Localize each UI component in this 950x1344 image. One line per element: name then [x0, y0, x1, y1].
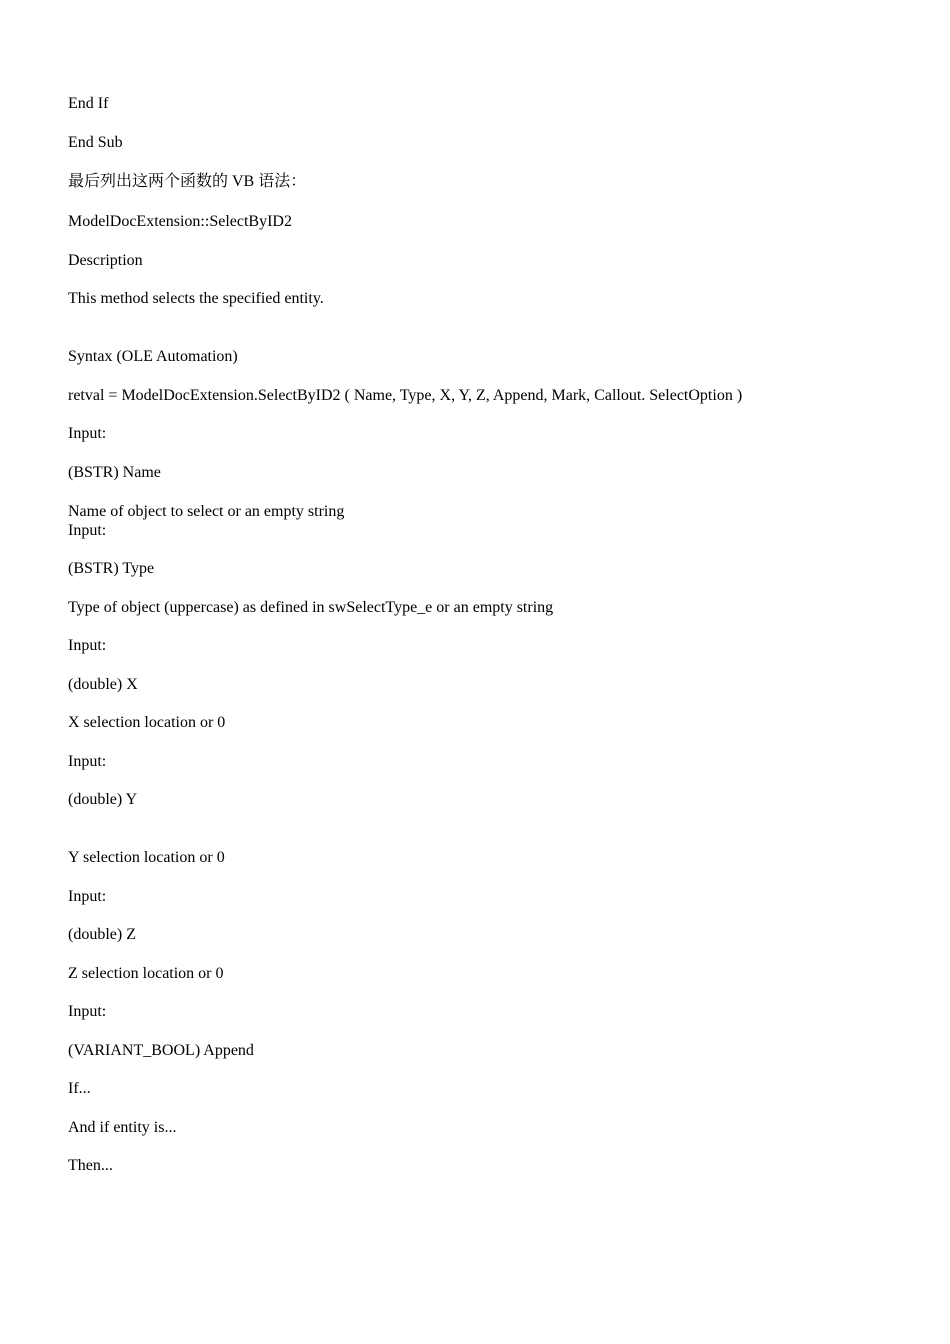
- text-param-append: (VARIANT_BOOL) Append: [68, 1042, 254, 1059]
- text-end-if: End If: [68, 95, 109, 112]
- text-end-sub: End Sub: [68, 134, 123, 151]
- text-input-label: Input:: [68, 637, 107, 654]
- text-syntax-heading: Syntax (OLE Automation): [68, 348, 238, 365]
- text-table-then: Then...: [68, 1157, 113, 1174]
- text-param-y: (double) Y: [68, 791, 138, 808]
- text-param-type-desc: Type of object (uppercase) as defined in swSelectType_e or an empty string: [68, 599, 554, 616]
- text-method-name: ModelDocExtension::SelectByID2: [68, 213, 292, 230]
- text-param-z-desc: Z selection location or 0: [68, 965, 224, 982]
- text-table-if: If...: [68, 1080, 91, 1097]
- text-input-label: Input:: [68, 888, 107, 905]
- text-param-name: (BSTR) Name: [68, 464, 161, 481]
- text-input-label: Input:: [68, 425, 107, 442]
- text-param-name-desc: Name of object to select or an empty string: [68, 503, 345, 520]
- text-description-body: This method selects the specified entity.: [68, 290, 324, 307]
- text-param-z: (double) Z: [68, 926, 136, 943]
- text-table-and-if: And if entity is...: [68, 1119, 177, 1136]
- text-param-y-desc: Y selection location or 0: [68, 849, 225, 866]
- text-syntax-signature: retval = ModelDocExtension.SelectByID2 ( Name, Type, X, Y, Z, Append, Mark, Callout. SelectOption ): [68, 387, 743, 404]
- text-param-type: (BSTR) Type: [68, 560, 155, 577]
- text-description-heading: Description: [68, 252, 143, 269]
- text-vb-syntax-intro: 最后列出这两个函数的 VB 语法：: [68, 173, 307, 190]
- text-param-x: (double) X: [68, 676, 138, 693]
- text-input-label: Input:: [68, 1003, 107, 1020]
- text-input-label: Input:: [68, 753, 107, 770]
- text-param-x-desc: X selection location or 0: [68, 714, 226, 731]
- text-input-label: Input:: [68, 522, 107, 539]
